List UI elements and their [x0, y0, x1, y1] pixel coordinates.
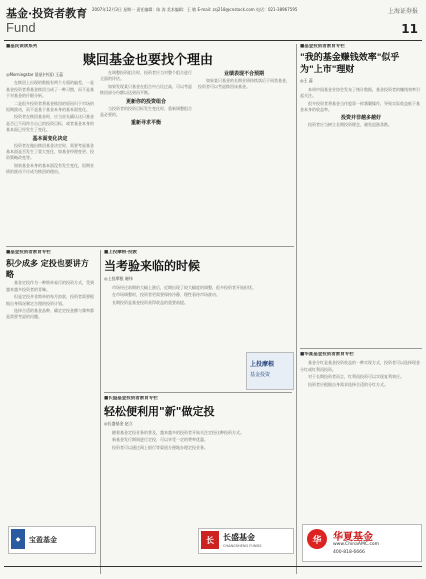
- main-subhead: 基本面变化决定: [32, 135, 68, 142]
- middle-top-headline: 当考验来临的时候: [104, 259, 201, 274]
- baoying-logo-icon: ◆: [11, 529, 25, 549]
- huaxia-logo-icon: 华: [307, 529, 327, 549]
- right-bottom-paragraph: 对于长期投资者而言，红利再投资可以实现复利效应。: [308, 374, 404, 380]
- section-subtitle: Fund: [6, 20, 36, 35]
- right-top-article: [300, 44, 422, 344]
- middle-top-byline: ◎上投摩根 谢伟: [104, 276, 133, 282]
- main-paragraph: 如果基金本身的基本面没有发生变化，短期业绩的波动不应成为赎回的理由。: [6, 162, 94, 175]
- issue-meta: 2007年12月3日 星期一 责任编辑：陈 涛 美术编辑：王 敏 E-mail: zsj218@cnstock.com 电话：021-38967595: [92, 7, 298, 12]
- touzi-ad-name: 上投摩根: [250, 361, 275, 368]
- main-paragraph: 当投资者的投资目标发生变化时，重新调整组合是必要的。: [100, 105, 192, 118]
- right-top-paragraph: 本周中国基金业协会发布了统计数据，基金投资者的赚钱效率引起关注。: [300, 86, 420, 99]
- section-divider: [104, 392, 292, 393]
- main-subhead: 更新你的投资组合: [125, 98, 166, 105]
- changsheng-ad: [198, 528, 294, 554]
- main-article-head: [6, 44, 290, 68]
- middle-top-kicker: ■上投摩根·投教: [104, 250, 137, 255]
- page-header: [0, 0, 426, 40]
- main-paragraph: 二是很多投资者将基金赎回的原因归于市场的短期波动，而不是基于基金本身的基本面变化。: [6, 100, 94, 113]
- right-bottom-article: [300, 352, 422, 520]
- main-col-2: [100, 70, 192, 242]
- middle-top-paragraph: 长期投资是基金投资获得收益的重要前提。: [112, 299, 188, 305]
- middle-top-paragraph: 市场经过前期的大幅上涨后，近期出现了较大幅度的调整，很多投资者开始担忧。: [112, 284, 256, 290]
- right-bottom-kicker: ■华夏基金投资者教育专栏: [300, 352, 354, 357]
- middle-bottom-paragraph: 投资者可以通过网上银行等渠道方便地办理定投业务。: [112, 444, 208, 450]
- middle-bottom-byline: ◎长盛基金 赵立: [104, 421, 133, 427]
- footer-rule: [4, 566, 422, 567]
- middle-bottom-headline: 轻松便利用"新"做定投: [104, 405, 215, 419]
- baoying-name: 宝盈基金: [29, 536, 57, 544]
- huaxia-name: 华夏基金: [333, 532, 373, 543]
- right-top-paragraph: 投资者应当树立长期投资理念，避免追涨杀跌。: [308, 122, 392, 128]
- left-bottom-headline: 积少成多 定投也要讲方略: [6, 259, 89, 280]
- main-headline: 赎回基金也要找个理由: [82, 53, 213, 68]
- middle-bottom-kicker: ■长盛基金投资者教育专栏: [104, 396, 158, 401]
- main-col-3: [198, 70, 290, 242]
- huaxia-tel: 400-818-6666: [333, 550, 365, 555]
- right-bottom-paragraph: 基金分红是基金投资收益的一种实现方式，投资者可以选择现金分红或红利再投资。: [300, 360, 420, 372]
- middle-bottom-paragraph: 随着基金定投业务的普及，越来越多的投资者开始关注定投这种投资方式。: [112, 429, 244, 435]
- left-bottom-article: [6, 250, 96, 520]
- main-paragraph: 如果发现某只基金在组合中占比过高，可以考虑赎回部分份额以达到再平衡。: [100, 83, 192, 96]
- huaxia-ad: [302, 524, 422, 562]
- left-bottom-paragraph: 但是定投并非简单的每月扣款，投资者需要根据自身情况制定合理的投资计划。: [6, 294, 94, 306]
- right-top-kicker: ■基金投资者教育专栏: [300, 44, 345, 49]
- changsheng-logo-icon: 长: [201, 531, 219, 549]
- left-bottom-paragraph: 选择合适的基金品种、确定定投金额与频率都是需要考虑的问题。: [6, 308, 94, 320]
- main-paragraph: 如果某只基金的长期业绩持续落后于同类基金，投资者可以考虑赎回该基金。: [198, 78, 290, 90]
- main-kicker: ■基民误读系列: [6, 44, 38, 49]
- changsheng-tag: CHANGSHENG FUNDS: [223, 544, 262, 548]
- right-top-paragraph: 很多投资者将基金当作股票一样频繁操作，导致实际收益低于基金本身的收益率。: [300, 100, 420, 113]
- right-top-headline: "我的基金赚钱效率"似乎为"上市"理财: [300, 53, 400, 76]
- main-subhead: 业绩表现不合预期: [223, 71, 264, 77]
- section-divider: [6, 246, 294, 247]
- right-top-subhead: 投资并非越多越好: [340, 115, 381, 122]
- main-col-1: [6, 70, 94, 242]
- page-number: 11: [401, 22, 418, 36]
- baoying-ad: [8, 526, 96, 554]
- touzi-moergen-ad: [246, 352, 294, 390]
- right-bottom-paragraph: 投资者应根据自身需求选择合适的分红方式。: [308, 381, 388, 387]
- changsheng-name: 长盛基金: [223, 533, 255, 542]
- section-title: 基金·投资者教育: [6, 7, 88, 20]
- section-divider: [300, 348, 422, 349]
- newspaper-name: 上海证券报: [387, 8, 418, 15]
- left-bottom-kicker: ■基金投资者教育专栏: [6, 250, 51, 255]
- left-bottom-paragraph: 基金定投作为一种简单易行的投资方式，受到越来越多投资者的青睐。: [6, 280, 94, 292]
- main-paragraph: 投资者在做出赎回基金决定时，需要考虑基金基本面是否发生了重大变化，如基金经理变更、投资策略改变等。: [6, 142, 94, 161]
- main-paragraph: 在调整投资组合时，投资者应当对整个组合进行全面的评估。: [100, 70, 192, 82]
- right-top-byline: ◎王 蕊: [300, 78, 313, 84]
- middle-top-paragraph: 在市场调整时，投资者更需要保持冷静，理性看待市场波动。: [112, 292, 220, 298]
- middle-bottom-paragraph: 新基金发行期间进行定投，可以享受一定的费率优惠。: [112, 437, 208, 443]
- column-divider: [100, 250, 101, 574]
- main-byline: ◎Morningstar 晨星(中国) 王蕊: [6, 72, 64, 77]
- main-paragraph: 投资者在赎回基金时，应当首先确认这只基金是否已不再符合自己的投资目标，或者基金本身的基本面已经发生了变化。: [6, 114, 94, 133]
- main-subhead: 重新寻求平衡: [130, 120, 161, 127]
- middle-bottom-article: [104, 396, 292, 526]
- column-divider: [296, 44, 297, 574]
- touzi-ad-tag: 基金投资: [250, 372, 271, 378]
- main-paragraph: 在赎回上出现的数据有两个方面的偏差，一是基金投资者将基金赎回当成了一种习惯，而不是基于对基金的仔细分析。: [6, 80, 94, 99]
- header-rule: [4, 40, 422, 41]
- huaxia-url: www.ChinaAMC.com: [333, 542, 380, 547]
